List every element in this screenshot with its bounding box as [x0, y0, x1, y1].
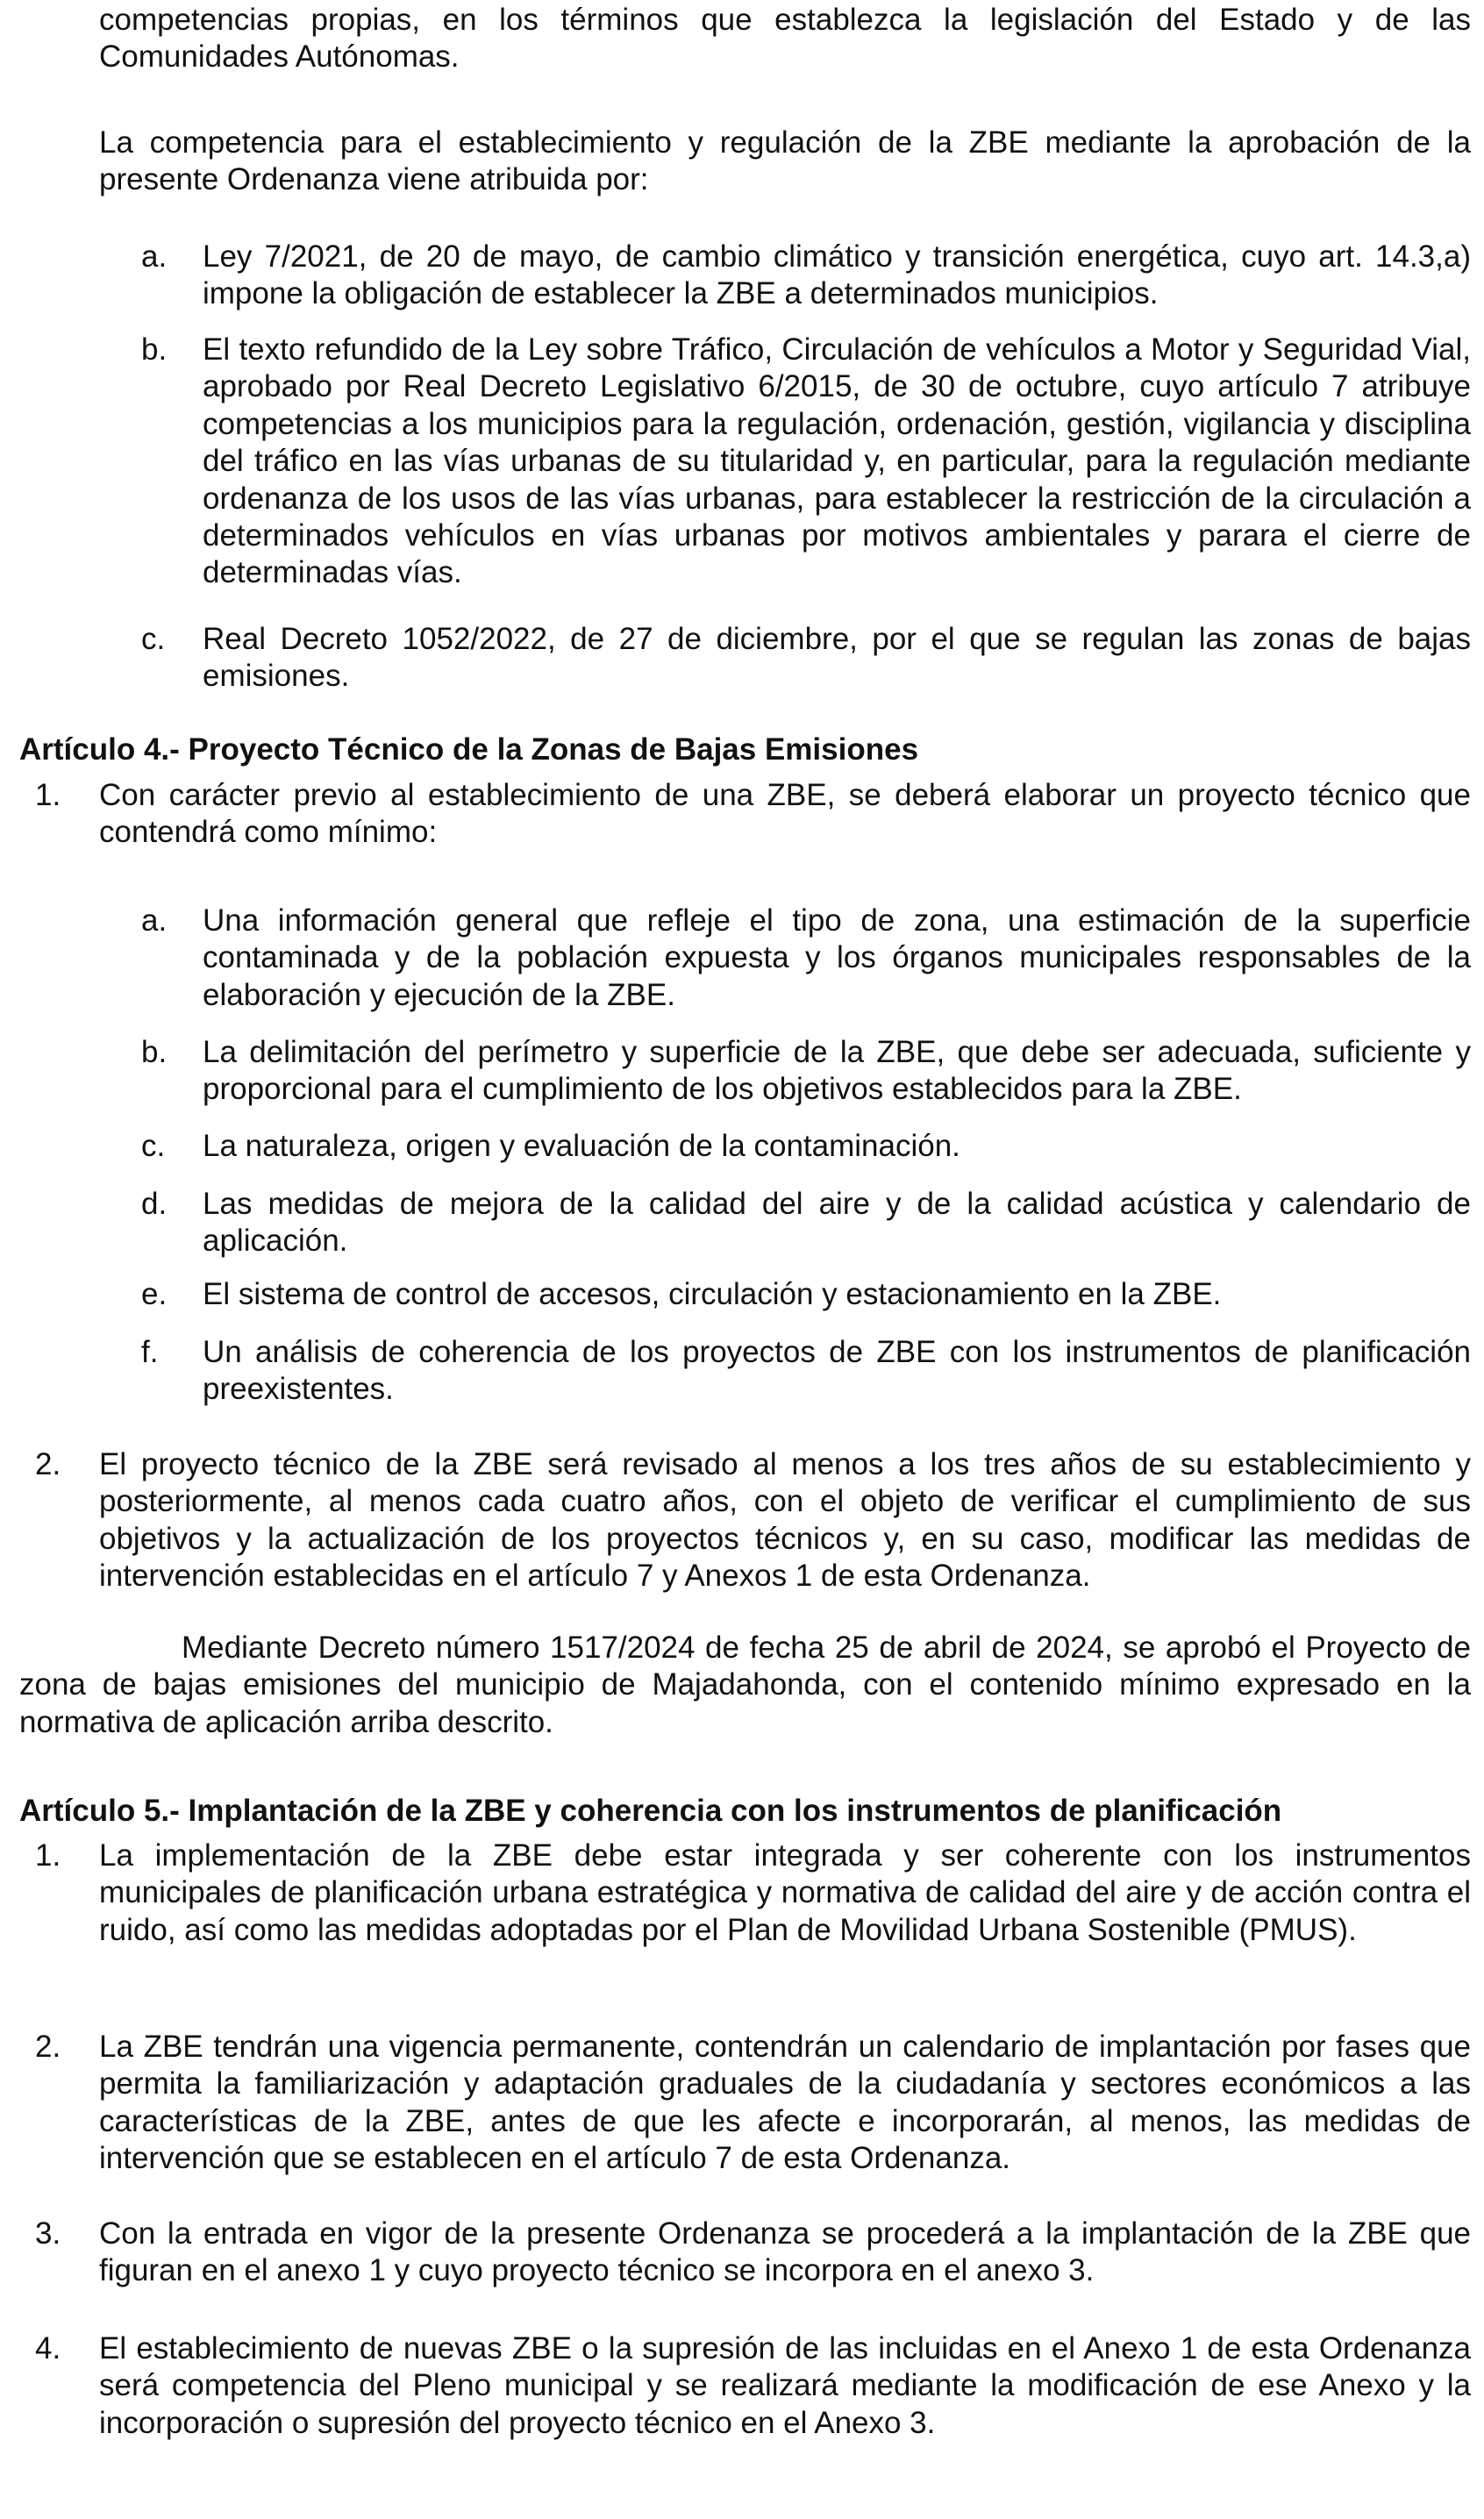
list-marker: c. — [141, 1129, 166, 1163]
list-marker: 4. — [35, 2331, 61, 2366]
list-item: El establecimiento de nuevas ZBE o la supresión de las incluidas en el Anexo 1 de esta Ordenanza será competencia del Pleno municipal y se realizará mediante la modificación de ese Anexo y la incorporación o supresión del proyecto técnico en el Anexo 3. — [99, 2331, 1471, 2440]
list-item: Real Decreto 1052/2022, de 27 de diciembre, por el que se regulan las zonas de bajas emisiones. — [203, 622, 1471, 694]
list-marker: d. — [141, 1187, 168, 1221]
list-marker: b. — [141, 1035, 168, 1069]
article-4-heading: Artículo 4.- Proyecto Técnico de la Zonas de Bajas Emisiones — [19, 732, 919, 767]
list-marker: a. — [141, 239, 168, 274]
list-marker: e. — [141, 1277, 168, 1311]
list-item: Un análisis de coherencia de los proyectos de ZBE con los instrumentos de planificación preexistentes. — [203, 1335, 1471, 1407]
paragraph-competencia: La competencia para el establecimiento y regulación de la ZBE mediante la aprobación de la presente Ordenanza viene atribuida por: — [99, 125, 1471, 197]
list-item: Ley 7/2021, de 20 de mayo, de cambio climático y transición energética, cuyo art. 14.3,a) impone la obligación de establecer la ZBE a determinados municipios. — [203, 239, 1471, 311]
list-item: El texto refundido de la Ley sobre Tráfico, Circulación de vehículos a Motor y Seguridad Vial, aprobado por Real Decreto Legislativo 6/2015, de 30 de octubre, cuyo artículo 7 atribuye competencias a los municipios para la regulación, ordenación, gestión, vigilancia y disciplina del tráfico en las vías urbanas de su titularidad y, en particular, para la regulación mediante ordenanza de los usos de las vías urbanas, para establecer la restricción de la circulación a determinados vehículos en vías urbanas por motivos ambientales y parara el cierre de determinadas vías. — [203, 332, 1471, 590]
list-item: El proyecto técnico de la ZBE será revisado al menos a los tres años de su establecimiento y posteriormente, al menos cada cuatro años, con el objeto de verificar el cumplimiento de sus objetivos y la actualización de los proyectos técnicos y, en su caso, modificar las medidas de intervención establecidas en el artículo 7 y Anexos 1 de esta Ordenanza. — [99, 1447, 1471, 1594]
list-item: La ZBE tendrán una vigencia permanente, contendrán un calendario de implantación por fases que permita la familiarización y adaptación graduales de la ciudadanía y sectores económicos a las características de la ZBE, antes de que les afecte e incorporarán, al menos, las medidas de intervención que se establecen en el artículo 7 de esta Ordenanza. — [99, 2030, 1471, 2176]
list-marker: 3. — [35, 2216, 61, 2251]
list-marker: f. — [141, 1335, 159, 1369]
list-item: El sistema de control de accesos, circulación y estacionamiento en la ZBE. — [203, 1277, 1222, 1311]
list-marker: 1. — [35, 1838, 61, 1873]
list-marker: 1. — [35, 778, 61, 812]
list-item: La delimitación del perímetro y superficie de la ZBE, que debe ser adecuada, suficiente y proporcional para el cumplimiento de los objetivos establecidos para la ZBE. — [203, 1035, 1471, 1107]
paragraph-intro: competencias propias, en los términos que establezca la legislación del Estado y de las Comunidades Autónomas. — [99, 3, 1471, 75]
article-5-heading: Artículo 5.- Implantación de la ZBE y coherencia con los instrumentos de planificación — [19, 1794, 1282, 1828]
list-item: Las medidas de mejora de la calidad del aire y de la calidad acústica y calendario de aplicación. — [203, 1187, 1471, 1259]
list-item: La naturaleza, origen y evaluación de la contaminación. — [203, 1129, 960, 1163]
list-item: Con carácter previo al establecimiento de una ZBE, se deberá elaborar un proyecto técnico que contendrá como mínimo: — [99, 778, 1471, 850]
list-item: Con la entrada en vigor de la presente Ordenanza se procederá a la implantación de la ZBE que figuran en el anexo 1 y cuyo proyecto técnico se incorpora en el anexo 3. — [99, 2216, 1471, 2288]
list-marker: 2. — [35, 1447, 61, 1481]
list-item: La implementación de la ZBE debe estar integrada y ser coherente con los instrumentos municipales de planificación urbana estratégica y normativa de calidad del aire y de acción contra el ruido, así como las medidas adoptadas por el Plan de Movilidad Urbana Sostenible (PMUS). — [99, 1838, 1471, 1947]
list-marker: c. — [141, 622, 166, 656]
list-marker: 2. — [35, 2030, 61, 2064]
list-item: Una información general que refleje el tipo de zona, una estimación de la superficie contaminada y de la población expuesta y los órganos municipales responsables de la elaboración y ejecución de la ZBE. — [203, 903, 1471, 1012]
paragraph-mediante: Mediante Decreto número 1517/2024 de fecha 25 de abril de 2024, se aprobó el Proyecto de zona de bajas emisiones del municipio de Majadahonda, con el contenido mínimo expresado en la normativa de aplicación arriba descrito. — [19, 1631, 1471, 1739]
list-marker: a. — [141, 903, 168, 938]
list-marker: b. — [141, 332, 168, 367]
